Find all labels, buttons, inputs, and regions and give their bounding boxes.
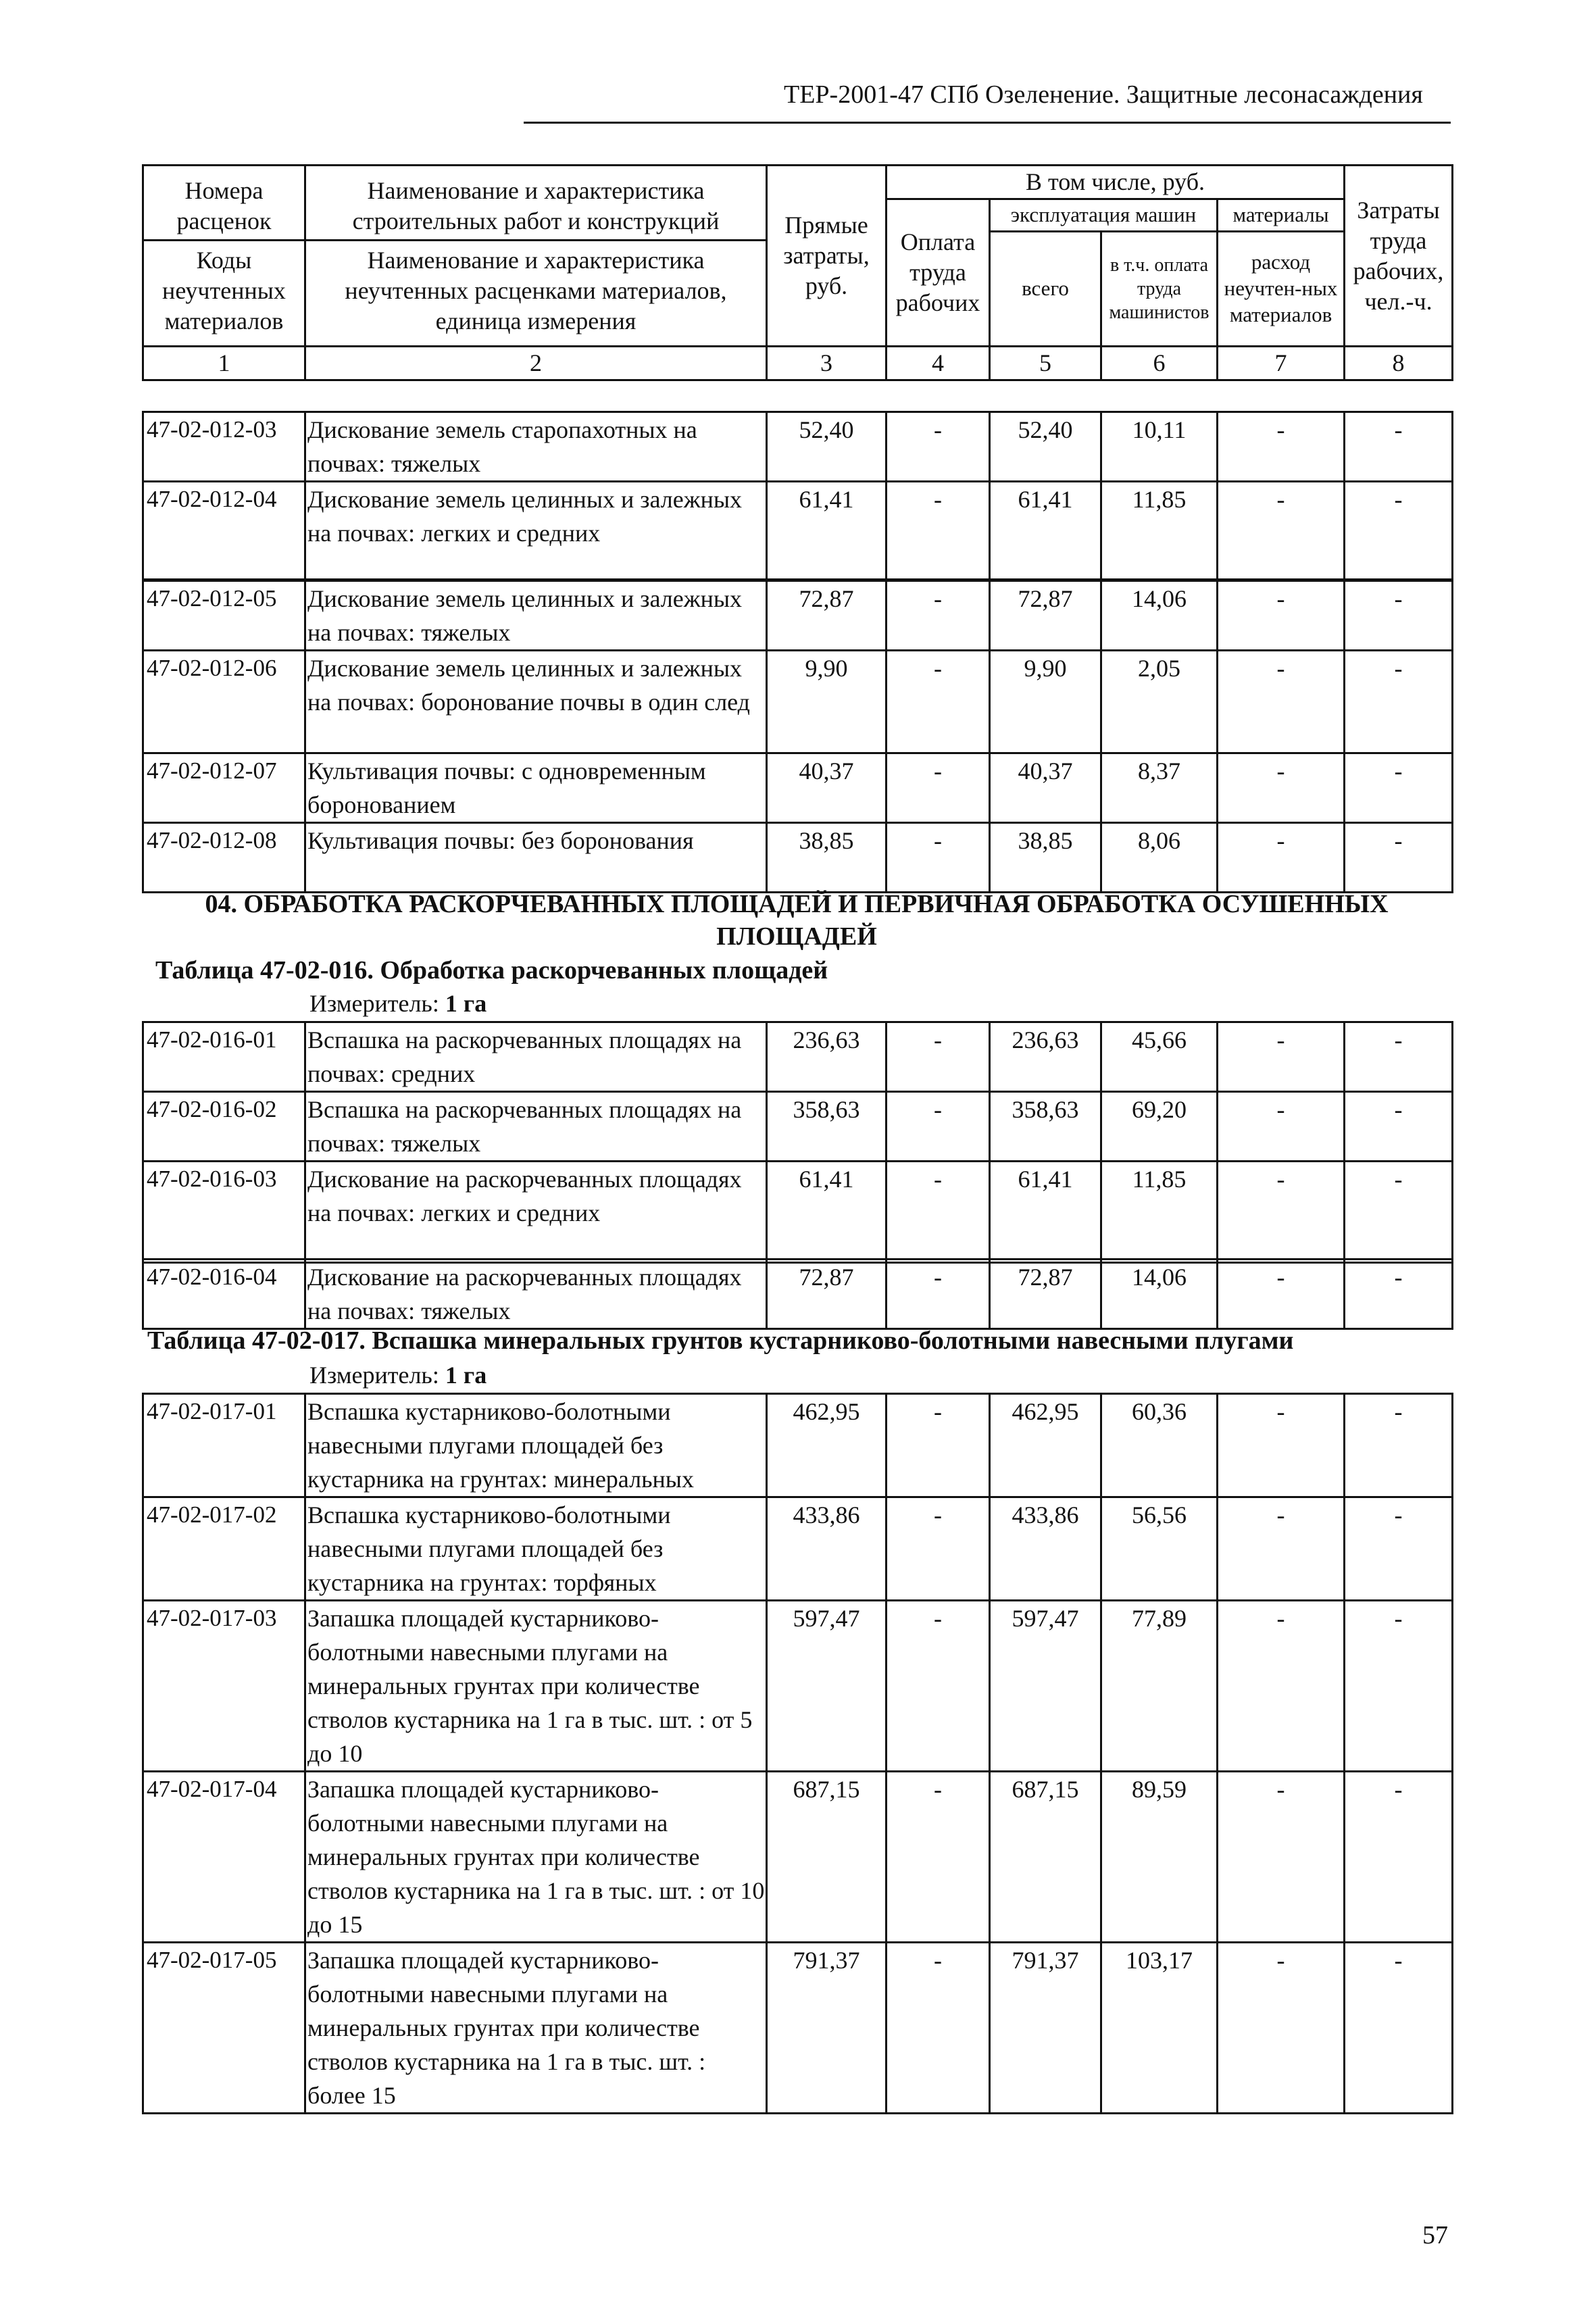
rate-row (143, 1601, 1453, 1772)
rate-code: 47-02-016-04 (143, 1260, 305, 1329)
direct-cost: 597,47 (767, 1601, 887, 1772)
labor-pay: - (887, 482, 990, 580)
direct-cost: 791,37 (767, 1943, 887, 2114)
direct-cost: 40,37 (767, 753, 887, 823)
column-number: 3 (767, 347, 887, 380)
labor-pay: - (887, 412, 990, 482)
labor-pay: - (887, 1772, 990, 1943)
work-name: Дискование земель целинных и залежных на почвах: легких и средних (305, 482, 767, 580)
table-012-part-2 (142, 580, 1453, 893)
work-name: Вспашка кустарниково-болотными навесными плугами площадей без кустарника на грунтах: торфяных (305, 1497, 767, 1601)
rate-row (143, 651, 1453, 753)
table-016-continued (142, 1258, 1453, 1330)
materials-consumption: - (1218, 823, 1345, 893)
column-number: 7 (1218, 347, 1345, 380)
rate-row (143, 1022, 1453, 1092)
materials-consumption: - (1218, 1260, 1345, 1329)
machines-cost: 72,87 (990, 581, 1101, 651)
materials-consumption: - (1218, 1092, 1345, 1162)
operators-pay: 69,20 (1101, 1092, 1218, 1162)
table-017-unit (309, 1361, 487, 1389)
rate-code: 47-02-017-01 (143, 1394, 305, 1497)
machines-cost: 433,86 (990, 1497, 1101, 1601)
machines-cost: 597,47 (990, 1601, 1101, 1772)
work-name: Запашка площадей кустарниково-болотными навесными плугами на минеральных грунтах при количестве стволов кустарника на 1 га в тыс. шт. : более 15 (305, 1943, 767, 2114)
operators-pay: 60,36 (1101, 1394, 1218, 1497)
operators-pay: 45,66 (1101, 1022, 1218, 1092)
machines-cost: 72,87 (990, 1260, 1101, 1329)
materials-consumption: - (1218, 1394, 1345, 1497)
labor-hours: - (1345, 1601, 1453, 1772)
direct-cost: 61,41 (767, 482, 887, 580)
labor-pay: - (887, 1497, 990, 1601)
col-materials-consumption-header: расход неучтен-ных материалов (1218, 232, 1345, 347)
machines-cost: 9,90 (990, 651, 1101, 753)
rate-code: 47-02-016-02 (143, 1092, 305, 1162)
direct-cost: 9,90 (767, 651, 887, 753)
work-name: Дискование земель целинных и залежных на почвах: боронование почвы в один след (305, 651, 767, 753)
direct-cost: 358,63 (767, 1092, 887, 1162)
rate-row (143, 1943, 1453, 2114)
column-number: 1 (143, 347, 305, 380)
materials-consumption: - (1218, 412, 1345, 482)
labor-pay: - (887, 1943, 990, 2114)
rate-row (143, 1092, 1453, 1162)
materials-consumption: - (1218, 651, 1345, 753)
labor-pay: - (887, 1092, 990, 1162)
rate-code: 47-02-012-06 (143, 651, 305, 753)
table-016-unit (309, 989, 487, 1018)
table-017 (142, 1393, 1453, 2114)
materials-consumption: - (1218, 482, 1345, 580)
machines-cost: 236,63 (990, 1022, 1101, 1092)
work-name: Дискование на раскорчеванных площадях на почвах: легких и средних (305, 1162, 767, 1263)
column-header-table (142, 164, 1453, 381)
machines-cost: 358,63 (990, 1092, 1101, 1162)
rate-code: 47-02-012-05 (143, 581, 305, 651)
machine-exploitation-header: эксплуатация машин (990, 199, 1218, 232)
table-012-part-1 (142, 411, 1453, 580)
machines-cost: 687,15 (990, 1772, 1101, 1943)
col-codes-header: Номера расценок Коды неучтенных материалов (143, 166, 305, 347)
operators-pay: 56,56 (1101, 1497, 1218, 1601)
column-numbers-row (143, 347, 1453, 380)
direct-cost: 236,63 (767, 1022, 887, 1092)
labor-hours: - (1345, 1497, 1453, 1601)
direct-cost: 72,87 (767, 1260, 887, 1329)
materials-consumption: - (1218, 1022, 1345, 1092)
unit-label: Измеритель: (309, 990, 439, 1017)
labor-hours: - (1345, 753, 1453, 823)
labor-pay: - (887, 823, 990, 893)
col-labor-pay-header: Оплата труда рабочих (887, 199, 990, 347)
materials-consumption: - (1218, 1772, 1345, 1943)
rate-row (143, 753, 1453, 823)
labor-hours: - (1345, 1022, 1453, 1092)
labor-pay: - (887, 581, 990, 651)
machines-cost: 61,41 (990, 1162, 1101, 1263)
rate-code: 47-02-017-02 (143, 1497, 305, 1601)
rate-code: 47-02-012-07 (143, 753, 305, 823)
materials-consumption: - (1218, 1943, 1345, 2114)
operators-pay: 8,06 (1101, 823, 1218, 893)
machines-cost: 38,85 (990, 823, 1101, 893)
col-machines-total-header: всего (990, 232, 1101, 347)
table-017-title: Таблица 47-02-017. Вспашка минеральных грунтов кустарниково-болотными навесными плугами (147, 1326, 1294, 1355)
table-016 (142, 1021, 1453, 1264)
header-rule (524, 122, 1451, 124)
page-number: 57 (1422, 2221, 1448, 2249)
rate-row (143, 1497, 1453, 1601)
rate-code: 47-02-016-01 (143, 1022, 305, 1092)
operators-pay: 89,59 (1101, 1772, 1218, 1943)
work-name: Дискование земель целинных и залежных на почвах: тяжелых (305, 581, 767, 651)
rate-code: 47-02-017-03 (143, 1601, 305, 1772)
rate-row (143, 1394, 1453, 1497)
direct-cost: 72,87 (767, 581, 887, 651)
machines-cost: 61,41 (990, 482, 1101, 580)
operators-pay: 103,17 (1101, 1943, 1218, 2114)
rate-code: 47-02-016-03 (143, 1162, 305, 1263)
operators-pay: 10,11 (1101, 412, 1218, 482)
direct-cost: 61,41 (767, 1162, 887, 1263)
rate-row (143, 823, 1453, 893)
labor-pay: - (887, 1022, 990, 1092)
operators-pay: 8,37 (1101, 753, 1218, 823)
operators-pay: 11,85 (1101, 1162, 1218, 1263)
col-operators-pay-header: в т.ч. оплата труда машинистов (1101, 232, 1218, 347)
machines-cost: 462,95 (990, 1394, 1101, 1497)
labor-pay: - (887, 1162, 990, 1263)
rate-row (143, 1162, 1453, 1263)
including-group-header: В том числе, руб. (887, 166, 1345, 199)
operators-pay: 14,06 (1101, 1260, 1218, 1329)
direct-cost: 462,95 (767, 1394, 887, 1497)
materials-consumption: - (1218, 1601, 1345, 1772)
machines-cost: 791,37 (990, 1943, 1101, 2114)
column-number: 8 (1345, 347, 1453, 380)
labor-hours: - (1345, 482, 1453, 580)
work-name: Дискование на раскорчеванных площадях на почвах: тяжелых (305, 1260, 767, 1329)
operators-pay: 11,85 (1101, 482, 1218, 580)
labor-hours: - (1345, 1092, 1453, 1162)
col-name-header: Наименование и характеристика строительных работ и конструкций Наименование и характеристика неучтенных расценками материалов, единица измерения (305, 166, 767, 347)
labor-pay: - (887, 651, 990, 753)
rate-row (143, 412, 1453, 482)
labor-hours: - (1345, 1260, 1453, 1329)
rate-code: 47-02-017-05 (143, 1943, 305, 2114)
rate-code: 47-02-012-04 (143, 482, 305, 580)
operators-pay: 77,89 (1101, 1601, 1218, 1772)
rate-code: 47-02-017-04 (143, 1772, 305, 1943)
work-name: Вспашка кустарниково-болотными навесными плугами площадей без кустарника на грунтах: минеральных (305, 1394, 767, 1497)
labor-pay: - (887, 1260, 990, 1329)
materials-consumption: - (1218, 1162, 1345, 1263)
labor-hours: - (1345, 1772, 1453, 1943)
labor-hours: - (1345, 581, 1453, 651)
direct-cost: 687,15 (767, 1772, 887, 1943)
rate-code: 47-02-012-08 (143, 823, 305, 893)
col-labor-hours-header: Затраты труда рабочих, чел.-ч. (1345, 166, 1453, 347)
labor-hours: - (1345, 1394, 1453, 1497)
rate-row (143, 1772, 1453, 1943)
column-number: 6 (1101, 347, 1218, 380)
rate-row (143, 482, 1453, 580)
operators-pay: 2,05 (1101, 651, 1218, 753)
unit-value: 1 га (445, 990, 487, 1017)
direct-cost: 433,86 (767, 1497, 887, 1601)
labor-hours: - (1345, 1943, 1453, 2114)
labor-hours: - (1345, 412, 1453, 482)
unit-label: Измеритель: (309, 1362, 439, 1389)
labor-hours: - (1345, 1162, 1453, 1263)
materials-consumption: - (1218, 1497, 1345, 1601)
work-name: Культивация почвы: без боронования (305, 823, 767, 893)
labor-pay: - (887, 753, 990, 823)
rate-row (143, 581, 1453, 651)
labor-pay: - (887, 1394, 990, 1497)
column-number: 2 (305, 347, 767, 380)
work-name: Вспашка на раскорчеванных площадях на почвах: средних (305, 1022, 767, 1092)
rate-code: 47-02-012-03 (143, 412, 305, 482)
machines-cost: 40,37 (990, 753, 1101, 823)
labor-hours: - (1345, 823, 1453, 893)
labor-pay: - (887, 1601, 990, 1772)
direct-cost: 52,40 (767, 412, 887, 482)
section-04-title: 04. ОБРАБОТКА РАСКОРЧЕВАННЫХ ПЛОЩАДЕЙ И ПЕРВИЧНАЯ ОБРАБОТКА ОСУШЕННЫХ ПЛОЩАДЕЙ (205, 890, 1389, 951)
work-name: Вспашка на раскорчеванных площадях на почвах: тяжелых (305, 1092, 767, 1162)
materials-consumption: - (1218, 753, 1345, 823)
col-direct-costs-header: Прямые затраты, руб. (767, 166, 887, 347)
unit-value: 1 га (445, 1362, 487, 1389)
operators-pay: 14,06 (1101, 581, 1218, 651)
work-name: Запашка площадей кустарниково-болотными навесными плугами на минеральных грунтах при количестве стволов кустарника на 1 га в тыс. шт. : от 10 до 15 (305, 1772, 767, 1943)
work-name: Дискование земель старопахотных на почвах: тяжелых (305, 412, 767, 482)
materials-consumption: - (1218, 581, 1345, 651)
work-name: Культивация почвы: с одновременным боронованием (305, 753, 767, 823)
direct-cost: 38,85 (767, 823, 887, 893)
materials-header: материалы (1218, 199, 1345, 232)
labor-hours: - (1345, 651, 1453, 753)
running-header: ТЕР-2001-47 СПб Озеленение. Защитные лесонасаждения (784, 80, 1423, 109)
work-name: Запашка площадей кустарниково-болотными навесными плугами на минеральных грунтах при количестве стволов кустарника на 1 га в тыс. шт. : от 5 до 10 (305, 1601, 767, 1772)
table-016-title: Таблица 47-02-016. Обработка раскорчеванных площадей (155, 956, 828, 985)
rate-row (143, 1260, 1453, 1329)
machines-cost: 52,40 (990, 412, 1101, 482)
column-number: 5 (990, 347, 1101, 380)
column-number: 4 (887, 347, 990, 380)
